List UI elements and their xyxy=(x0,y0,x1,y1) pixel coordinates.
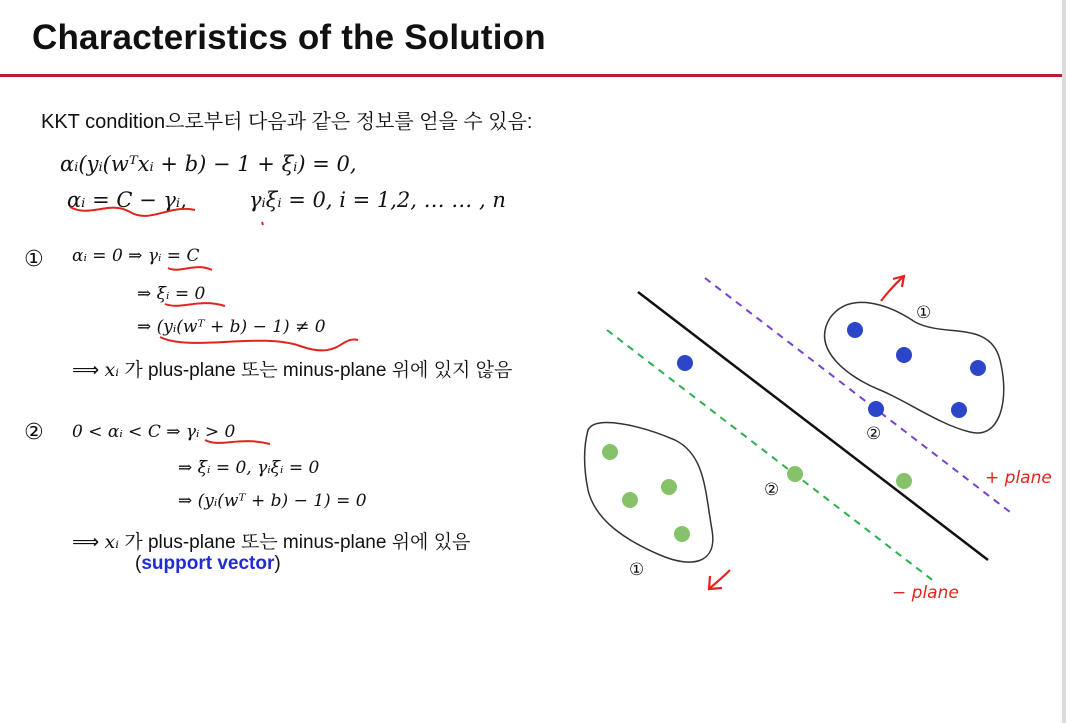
green-point xyxy=(661,479,677,495)
positive-points xyxy=(677,322,986,418)
kkt-equation-1: αᵢ(yᵢ(wᵀxᵢ + b) − 1 + ξᵢ) = 0, xyxy=(60,152,357,176)
minus-plane-line xyxy=(607,330,935,582)
page-title: Characteristics of the Solution xyxy=(32,18,546,57)
lower-cluster-outline xyxy=(585,423,713,563)
support-vector-label: support vector xyxy=(141,553,275,574)
paren-open: ( xyxy=(135,553,142,574)
xi-symbol: xᵢ xyxy=(104,359,120,381)
paren-close: ) xyxy=(274,553,281,574)
lower-sv-label: ② xyxy=(764,480,780,500)
blue-point-support-vector xyxy=(868,401,884,417)
kkt-equation-2a: αᵢ = C − γᵢ, xyxy=(67,188,187,212)
green-point xyxy=(896,473,912,489)
down-arrow-annotation xyxy=(709,570,730,589)
case2-step2: ⇒ ξᵢ = 0, γᵢξᵢ = 0 xyxy=(178,458,320,478)
minus-plane-label: − plane xyxy=(892,583,959,603)
upper-group-label: ① xyxy=(916,303,932,323)
green-point-support-vector xyxy=(787,466,803,482)
green-point xyxy=(674,526,690,542)
intro-text: KKT condition으로부터 다음과 같은 정보를 얻을 수 있음: xyxy=(41,111,533,133)
green-point xyxy=(622,492,638,508)
blue-point xyxy=(896,347,912,363)
case2-conclusion-text: 가 plus-plane 또는 minus-plane 위에 있음 xyxy=(124,532,471,553)
case1-marker: ① xyxy=(24,247,44,272)
lower-group-label: ① xyxy=(629,560,645,580)
kkt-equation-2b: γᵢξᵢ = 0, i = 1,2, … … , n xyxy=(249,188,506,212)
green-point xyxy=(602,444,618,460)
blue-point xyxy=(951,402,967,418)
case1-step3: ⇒ (yᵢ(wᵀ + b) − 1) ≠ 0 xyxy=(137,317,326,337)
xi-symbol: xᵢ xyxy=(104,531,120,553)
up-arrow-annotation xyxy=(881,276,904,301)
case1-step1: αᵢ = 0 ⇒ γᵢ = C xyxy=(72,246,200,266)
upper-sv-label: ② xyxy=(866,424,882,444)
implies-arrow: ⟹ xyxy=(72,532,100,553)
decision-boundary xyxy=(638,292,988,560)
plus-plane-line xyxy=(705,278,1010,512)
plus-plane-label: + plane xyxy=(985,468,1052,488)
case2-step3: ⇒ (yᵢ(wᵀ + b) − 1) = 0 xyxy=(178,491,367,511)
case1-step2: ⇒ ξᵢ = 0 xyxy=(137,284,206,304)
case2-marker: ② xyxy=(24,420,44,445)
blue-point xyxy=(970,360,986,376)
blue-point xyxy=(677,355,693,371)
negative-points xyxy=(602,444,912,542)
case1-conclusion-text: 가 plus-plane 또는 minus-plane 위에 있지 않음 xyxy=(124,360,513,381)
implies-arrow: ⟹ xyxy=(72,360,100,381)
blue-point xyxy=(847,322,863,338)
case2-step1: 0 < αᵢ < C ⇒ γᵢ > 0 xyxy=(72,422,236,442)
